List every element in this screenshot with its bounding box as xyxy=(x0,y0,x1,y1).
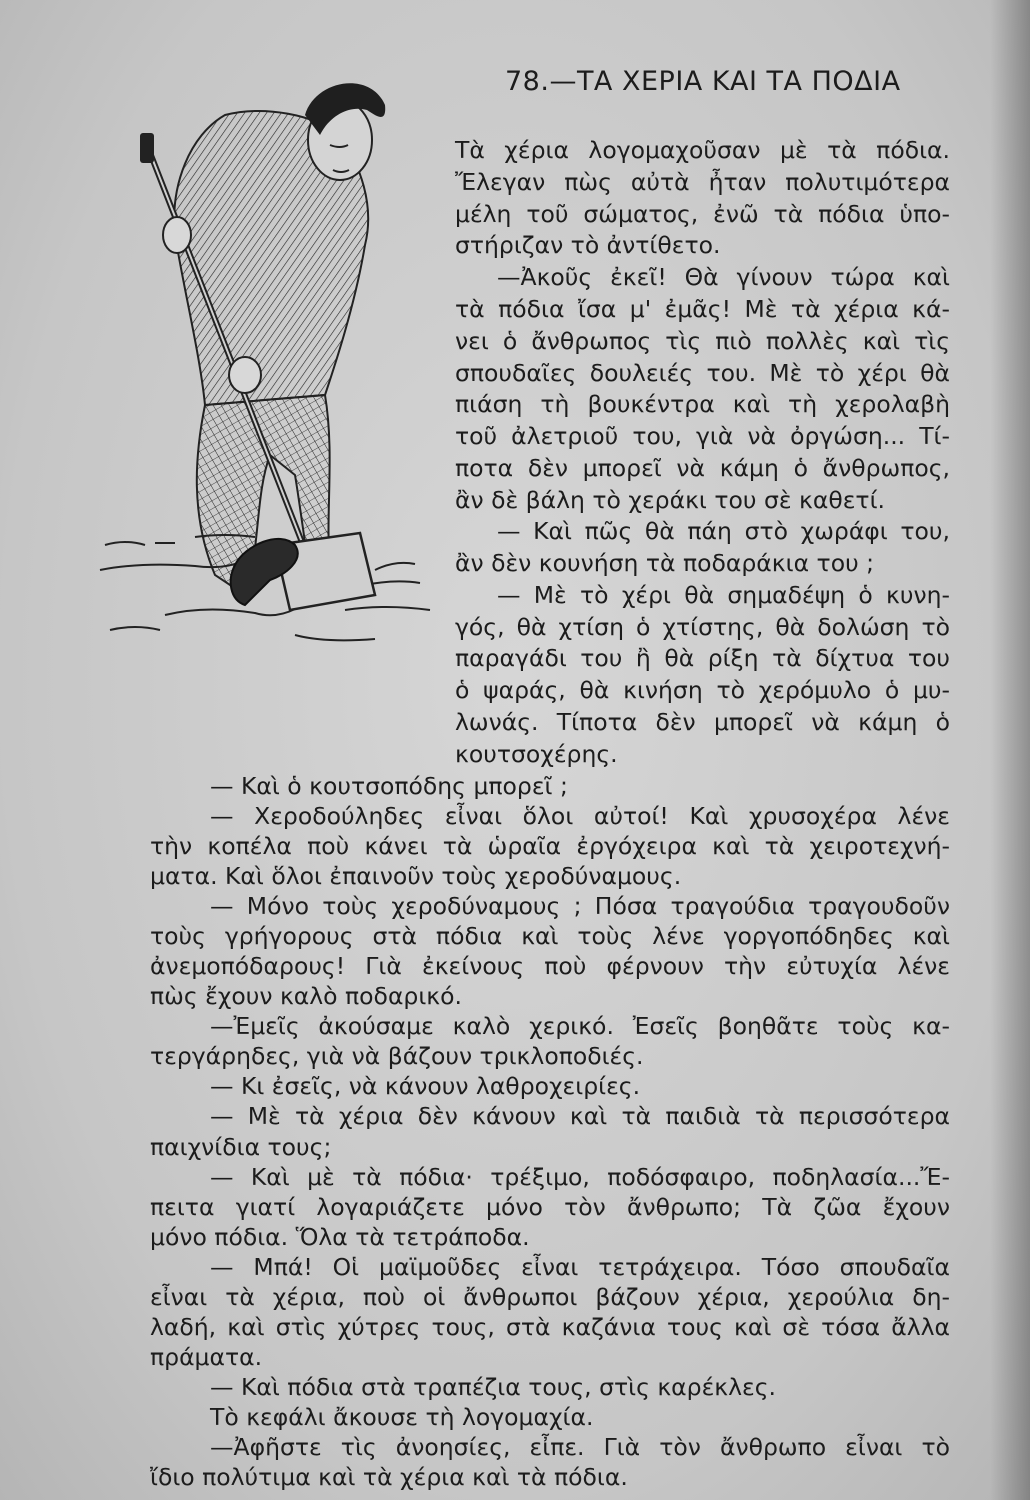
text-line: τὰ πόδια ἴσα μ' ἐμᾶς! Μὲ τὰ χέρια κά- xyxy=(455,295,950,323)
text-line: —Ἀφῆστε τὶς ἀνοησίες, εἶπε. Γιὰ τὸν ἄνθρωπο εἶναι τὸ xyxy=(210,1432,950,1461)
page-edge-shadow xyxy=(990,0,1030,1500)
text-line: λαδή, καὶ στὶς χύτρες τους, στὰ καζάνια τους καὶ σὲ τόσα ἄλλα xyxy=(150,1312,950,1341)
digging-man-illustration xyxy=(95,75,455,675)
text-line: Ἔλεγαν πὼς αὐτὰ ἦταν πολυτιμότερα xyxy=(455,168,950,196)
text-line: Τὰ χέρια λογομαχοῦσαν μὲ τὰ πόδια. xyxy=(455,136,950,164)
text-line: πράματα. xyxy=(150,1342,263,1371)
text-line: —Ἐμεῖς ἀκούσαμε καλὸ χερικό. Ἐσεῖς βοηθᾶτε τοὺς κα- xyxy=(210,1012,950,1041)
text-line: σπουδαῖες δουλειές του. Μὲ τὸ χέρι θὰ xyxy=(455,359,950,387)
right-hand xyxy=(229,357,261,393)
text-line: — Καὶ ὁ κουτσοπόδης μπορεῖ ; xyxy=(210,772,568,800)
text-line: ἴδιο πολύτιμα καὶ τὰ χέρια καὶ τὰ πόδια. xyxy=(150,1463,628,1491)
text-line: πιάση τὴ βουκέντρα καὶ τὴ χερολαβὴ xyxy=(455,390,950,418)
text-line: ἂν δὲ βάλη τὸ χεράκι του σὲ καθετί. xyxy=(455,486,885,514)
text-line: — Μπά! Οἱ μαϊμοῦδες εἶναι τετράχειρα. Τόσο σπουδαῖα xyxy=(210,1252,950,1281)
text-line: — Μὲ τὸ χέρι θὰ σημαδέψη ὁ κυνη- xyxy=(497,581,950,609)
text-line: τοὺς γρήγορους στὰ πόδια καὶ τοὺς λένε γοργοπόδηδες καὶ xyxy=(150,922,950,951)
text-line: λωνάς. Τίποτα δὲν μπορεῖ νὰ κάμη ὁ xyxy=(455,708,950,736)
text-line: νει ὁ ἄνθρωπος τὶς πιὸ πολλὲς καὶ τὶς xyxy=(455,327,950,355)
text-line: μόνο πόδια. Ὅλα τὰ τετράποδα. xyxy=(150,1222,530,1251)
text-line: τοῦ ἀλετριοῦ του, γιὰ νὰ ὀργώση... Τί- xyxy=(455,422,950,450)
text-line: εἶναι τὰ χέρια, ποὺ οἱ ἄνθρωποι βάζουν χέρια, χερούλια δη- xyxy=(150,1282,950,1311)
text-line: μέλη τοῦ σώματος, ἐνῶ τὰ πόδια ὑπο- xyxy=(455,200,950,228)
chapter-title: 78.—ΤΑ ΧΕΡΙΑ ΚΑΙ ΤΑ ΠΟΔΙΑ xyxy=(505,66,901,97)
left-hand xyxy=(163,217,191,253)
text-line: — Μὲ τὰ χέρια δὲν κάνουν καὶ τὰ παιδιὰ τὰ περισσότερα xyxy=(210,1102,950,1131)
text-line: πειτα γιατί λογαριάζετε μόνο τὸν ἄνθρωπο; Τὰ ζῶα ἔχουν xyxy=(150,1192,950,1221)
text-line: — Χεροδούληδες εἶναι ὅλοι αὐτοί! Καὶ χρυσοχέρα λένε xyxy=(210,802,950,831)
text-line: — Μόνο τοὺς χεροδύναμους ; Πόσα τραγούδια τραγουδοῦν xyxy=(210,892,950,921)
text-line: τεργάρηδες, γιὰ νὰ βάζουν τρικλοποδιές. xyxy=(150,1042,644,1071)
text-line: παιχνίδια τους; xyxy=(150,1132,332,1161)
text-line: Τὸ κεφάλι ἄκουσε τὴ λογομαχία. xyxy=(210,1402,594,1431)
text-line: ἀνεμοπόδαρους! Γιὰ ἐκείνους ποὺ φέρνουν τὴν εὐτυχία λένε xyxy=(150,952,950,981)
text-line: — Καὶ πόδια στὰ τραπέζια τους, στὶς καρέκλες. xyxy=(210,1372,777,1401)
text-line: ματα. Καὶ ὅλοι ἐπαινοῦν τοὺς χεροδύναμους. xyxy=(150,862,682,891)
text-line: πὼς ἔχουν καλὸ ποδαρικό. xyxy=(150,982,462,1011)
text-line: — Καὶ πῶς θὰ πάη στὸ χωράφι του, xyxy=(497,517,950,545)
text-line: ποτα δὲν μπορεῖ νὰ κάμη ὁ ἄνθρωπος, xyxy=(455,454,950,482)
text-line: — Καὶ μὲ τὰ πόδια· τρέξιμο, ποδόσφαιρο, ποδηλασία...Ἔ- xyxy=(210,1162,950,1191)
text-line: τὴν κοπέλα ποὺ κάνει τὰ ὡραῖα ἐργόχειρα καὶ τὰ χειροτεχνή- xyxy=(150,832,950,861)
text-line: —Ἀκοῦς ἐκεῖ! Θὰ γίνουν τώρα καὶ xyxy=(497,263,950,291)
text-line: παραγάδι του ἢ θὰ ρίξη τὰ δίχτυα του xyxy=(455,644,950,672)
text-line: γός, θὰ χτίση ὁ χτίστης, θὰ δολώση τὸ xyxy=(455,613,950,641)
text-line: στήριζαν τὸ ἀντίθετο. xyxy=(455,231,721,259)
text-line: — Κι ἐσεῖς, νὰ κάνουν λαθροχειρίες. xyxy=(210,1072,641,1101)
text-line: ἂν δὲν κουνήση τὰ ποδαράκια του ; xyxy=(455,549,875,577)
text-line: κουτσοχέρης. xyxy=(455,740,618,768)
spade-grip xyxy=(140,133,154,163)
text-line: ὁ ψαράς, θὰ κινήση τὸ χερόμυλο ὁ μυ- xyxy=(455,676,950,704)
